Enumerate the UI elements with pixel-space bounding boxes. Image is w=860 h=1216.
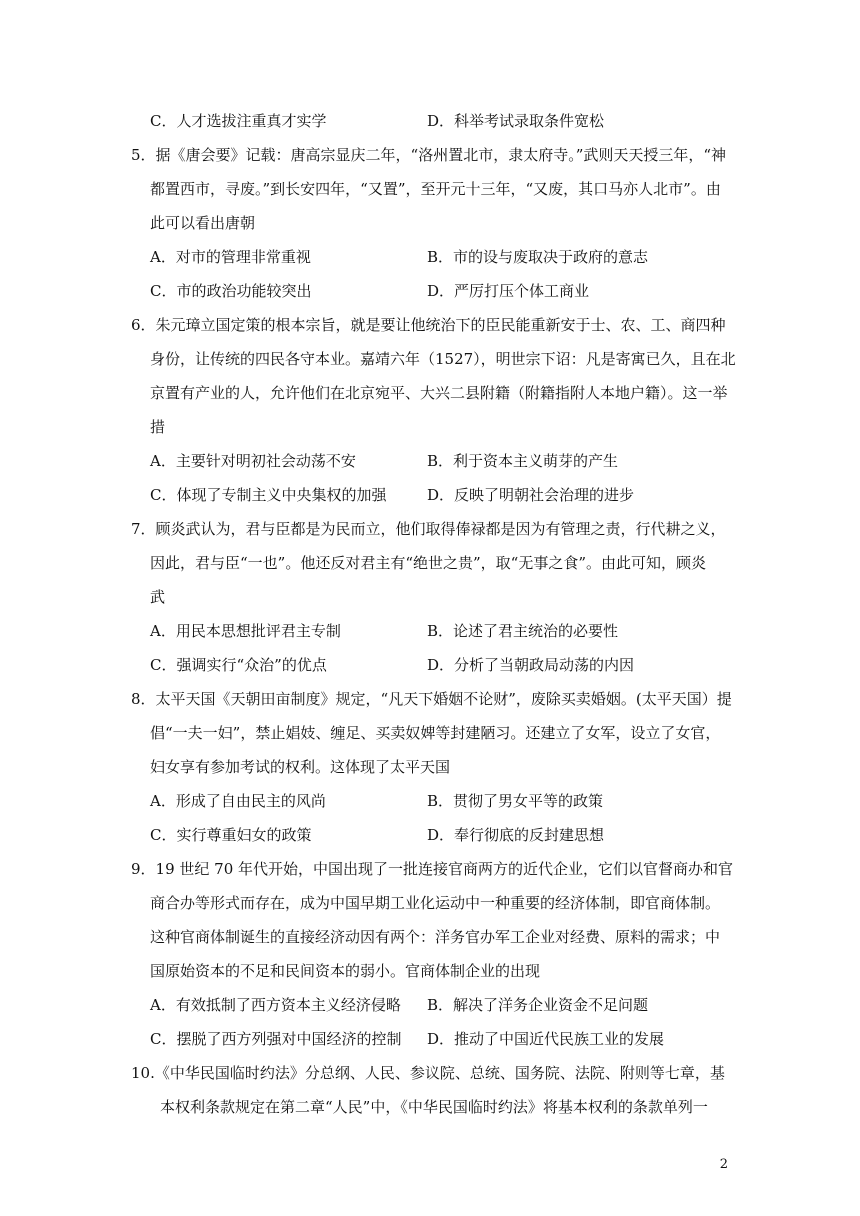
q7-option-d: D．分析了当朝政局动荡的内因: [427, 656, 635, 674]
q6-stem-line-2: 身份，让传统的四民各守本业。嘉靖六年（1527），明世宗下诏：凡是寄寓已久，且在北: [150, 350, 736, 368]
q6-option-a: A．主要针对明初社会动荡不安: [150, 452, 356, 470]
q5-stem-line-2: 都置西市，寻废。”到长安四年，“又置”，至开元十三年，“又废，其口马亦人北市”。由: [150, 180, 721, 198]
q9-option-a: A．有效抵制了西方资本主义经济侵略: [150, 996, 401, 1014]
q8-stem-line-2: 倡“一夫一妇”，禁止娼妓、缠足、买卖奴婢等封建陋习。还建立了女军，设立了女官，: [150, 724, 721, 742]
q7-option-a: A．用民本思想批评君主专制: [150, 622, 341, 640]
q7-stem-line-3: 武: [150, 588, 166, 606]
q6-option-b: B．利于资本主义萌芽的产生: [427, 452, 619, 470]
q8-option-b: B．贯彻了男女平等的政策: [427, 792, 604, 810]
q10-stem-line-1: 10.《中华民国临时约法》分总纲、人民、参议院、总统、国务院、法院、附则等七章，基: [131, 1064, 725, 1082]
q6-option-d: D．反映了明朝社会治理的进步: [427, 486, 635, 504]
q6-stem-line-1: 6．朱元璋立国定策的根本宗旨，就是要让他统治下的臣民能重新安于士、农、工、商四种: [131, 316, 726, 334]
q8-stem-line-1: 8．太平天国《天朝田亩制度》规定，“凡天下婚姻不论财”，废除买卖婚姻。(太平天国）提: [131, 690, 732, 708]
q8-stem-line-3: 妇女享有参加考试的权利。这体现了太平天国: [150, 758, 451, 776]
q9-stem-line-2: 商合办等形式而存在，成为中国早期工业化运动中一种重要的经济体制，即官商体制。: [150, 894, 721, 912]
q8-option-c: C．实行尊重妇女的政策: [150, 826, 312, 844]
q5-stem-line-3: 此可以看出唐朝: [150, 214, 256, 232]
page-number: 2: [719, 1157, 728, 1172]
q5-option-c: C．市的政治功能较突出: [150, 282, 312, 300]
q6-option-c: C．体现了专制主义中央集权的加强: [150, 486, 387, 504]
q4-option-c: C．人才选拔注重真才实学: [150, 112, 327, 130]
q5-option-b: B．市的设与废取决于政府的意志: [427, 248, 649, 266]
q9-option-c: C．摆脱了西方列强对中国经济的控制: [150, 1030, 402, 1048]
q9-stem-line-4: 国原始资本的不足和民间资本的弱小。官商体制企业的出现: [150, 962, 541, 980]
q8-option-a: A．形成了自由民主的风尚: [150, 792, 326, 810]
q5-stem-line-1: 5．据《唐会要》记载：唐高宗显庆二年，“洛州置北市，隶太府寺。”武则天天授三年，“神: [131, 146, 727, 164]
q7-option-b: B．论述了君主统治的必要性: [427, 622, 619, 640]
q10-stem-line-2: 本权利条款规定在第二章“人民”中，《中华民国临时约法》将基本权利的条款单列一: [160, 1098, 708, 1116]
q7-stem-line-2: 因此，君与臣“一也”。他还反对君主有“绝世之贵”，取“无事之食”。由此可知，顾炎: [150, 554, 707, 572]
q7-stem-line-1: 7．顾炎武认为，君与臣都是为民而立，他们取得俸禄都是因为有管理之责，行代耕之义，: [131, 520, 726, 538]
q7-option-c: C．强调实行“众治”的优点: [150, 656, 327, 674]
q5-option-a: A．对市的管理非常重视: [150, 248, 311, 266]
q8-option-d: D．奉行彻底的反封建思想: [427, 826, 605, 844]
q6-stem-line-4: 措: [150, 418, 166, 436]
q9-stem-line-1: 9．19 世纪 70 年代开始，中国出现了一批连接官商两方的近代企业，它们以官督商办和官: [131, 860, 734, 878]
q9-option-b: B．解决了洋务企业资金不足问题: [427, 996, 649, 1014]
q9-option-d: D．推动了中国近代民族工业的发展: [427, 1030, 665, 1048]
q4-option-d: D．科举考试录取条件宽松: [427, 112, 605, 130]
q6-stem-line-3: 京置有产业的人，允许他们在北京宛平、大兴二县附籍（附籍指附人本地户籍）。这一举: [150, 384, 728, 402]
q5-option-d: D．严厉打压个体工商业: [427, 282, 590, 300]
q9-stem-line-3: 这种官商体制诞生的直接经济动因有两个：洋务官办军工企业对经费、原料的需求；中: [150, 928, 721, 946]
